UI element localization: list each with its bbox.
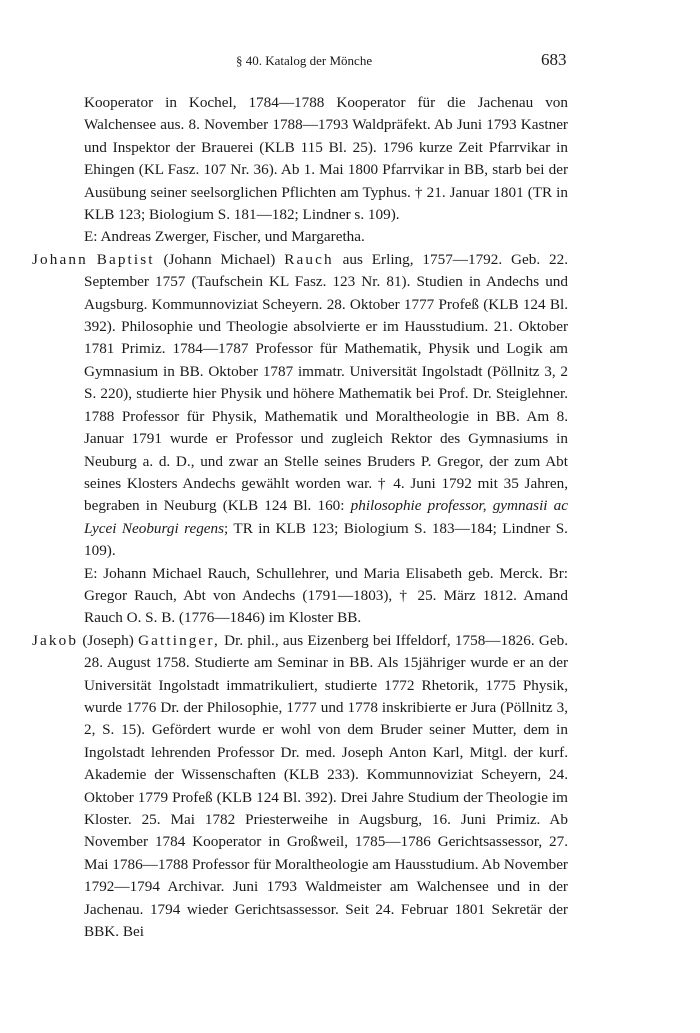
entry-text: Dr. phil., aus Eizenberg bei Iffeldorf, 1758—1826. Geb. 28. August 1758. Studierte am Seminar in BB. Als 15jähriger wurde er an der Universität Ingolstadt immatrikuliert, studierte 1772 Rhetorik, 1775 Physik, wurde 1776 Dr. der Philosophie, 1777 und 1778 inskribierte er Jura (Pöllnitz 3, 2, S. 15). Gefördert wurde er wohl von dem Bruder seiner Mutter, dem in Ingolstadt lehrenden Professor Dr. med. Joseph Anton Karl, Mitgl. der kurf. Akademie der Wissenschaften (KLB 233). Kommunnoviziat Scheyern, 24. Oktober 1779 Profeß (KLB 124 Bl. 392). Drei Jahre Studium der Theologie im Kloster. 25. Mai 1782 Priesterweihe in Augsburg, 16. Juni Primiz. Ab November 1784 Kooperator in Großweil, 1785—1786 Gerichtsassessor, 27. Mai 1786—1788 Professor für Moraltheologie am Hausstudium. Ab November 1792—1794 Archivar. Juni 1793 Waldmeister am Walchensee und in der Jachenau. 1794 wieder Gerichtsassessor. Seit 24. Februar 1801 Sekretär der BBK. Bei [84, 631, 569, 941]
page-body [32, 92, 568, 943]
entry-rauch [32, 249, 568, 563]
entry-name-second: Baptist [96, 250, 155, 268]
entry-gattinger [32, 630, 568, 944]
family-text: E: Johann Michael Rauch, Schullehrer, und Maria Elisabeth geb. Merck. Br: Gregor Rauch, Abt von Andechs (1791—1803), † 25. März 1812. Amand Rauch O. S. B. (1776—1846) im Kloster BB. [84, 564, 568, 627]
entry-surname: Rauch [284, 250, 334, 268]
running-head: § 40. Katalog der Mönche [236, 53, 373, 68]
entry-text-b: ; TR in KLB 123; Biologium S. 183—184; Lindner S. 109). [84, 519, 568, 560]
page-header [0, 50, 700, 76]
entry-rauch-family [32, 563, 568, 630]
page-number: 683 [541, 50, 567, 69]
entry-continued [32, 92, 568, 226]
entry-name-first: Johann [32, 250, 88, 268]
entry-name-paren: (Johann Michael) [163, 250, 276, 268]
entry-name-first: Jakob [32, 631, 79, 649]
entry-text-a: aus Erling, 1757—1792. Geb. 22. September 1757 (Taufschein KL Fasz. 123 Nr. 81). Studien in Andechs und Augsburg. Kommunnoviziat Scheyern. 28. Oktober 1777 Profeß (KLB 124 Bl. 392). Philosophie und Theologie absolvierte er im Hausstudium. 21. Oktober 1781 Primiz. 1784—1787 Professor für Mathematik, Physik und Logik am Gymnasium in BB. Oktober 1787 immatr. Universität Ingolstadt (Pöllnitz 3, 2 S. 220), studierte hier Physik und höhere Mathematik bei Prof. Dr. Steiglehner. 1788 Professor für Physik, Mathematik und Moraltheologie in BB. Am 8. Januar 1791 wurde er Professor und zugleich Rektor des Gymnasiums in Neuburg a. d. D., und zwar an Stelle seines Bruders P. Gregor, der zum Abt seines Klosters Andechs gewählt worden war. † 4. Juni 1792 mit 35 Jahren, begraben in Neuburg (KLB 124 Bl. 160: [84, 250, 569, 515]
family-text: E: Andreas Zwerger, Fischer, und Margaretha. [84, 228, 365, 246]
entry-continued-text: Kooperator in Kochel, 1784—1788 Kooperator für die Jachenau von Walchensee aus. 8. November 1788—1793 Waldpräfekt. Ab Juni 1793 Kastner und Inspektor der Brauerei (KLB 115 Bl. 25). 1796 kurze Zeit Pfarrvikar in Ehingen (KL Fasz. 107 Nr. 36). Ab 1. Mai 1800 Pfarrvikar in BB, starb bei der Ausübung seiner seelsorglichen Pflichten am Typhus. † 21. Januar 1801 (TR in KLB 123; Biologium S. 181—182; Lindner s. 109). [84, 94, 568, 224]
entry-surname: Gattinger, [138, 631, 220, 649]
entry-italic-quote: philosophie professor, gymnasii ac Lycei Neoburgi regens [84, 497, 568, 537]
entry-name-paren: (Joseph) [82, 631, 134, 649]
entry-continued-family [32, 226, 568, 248]
